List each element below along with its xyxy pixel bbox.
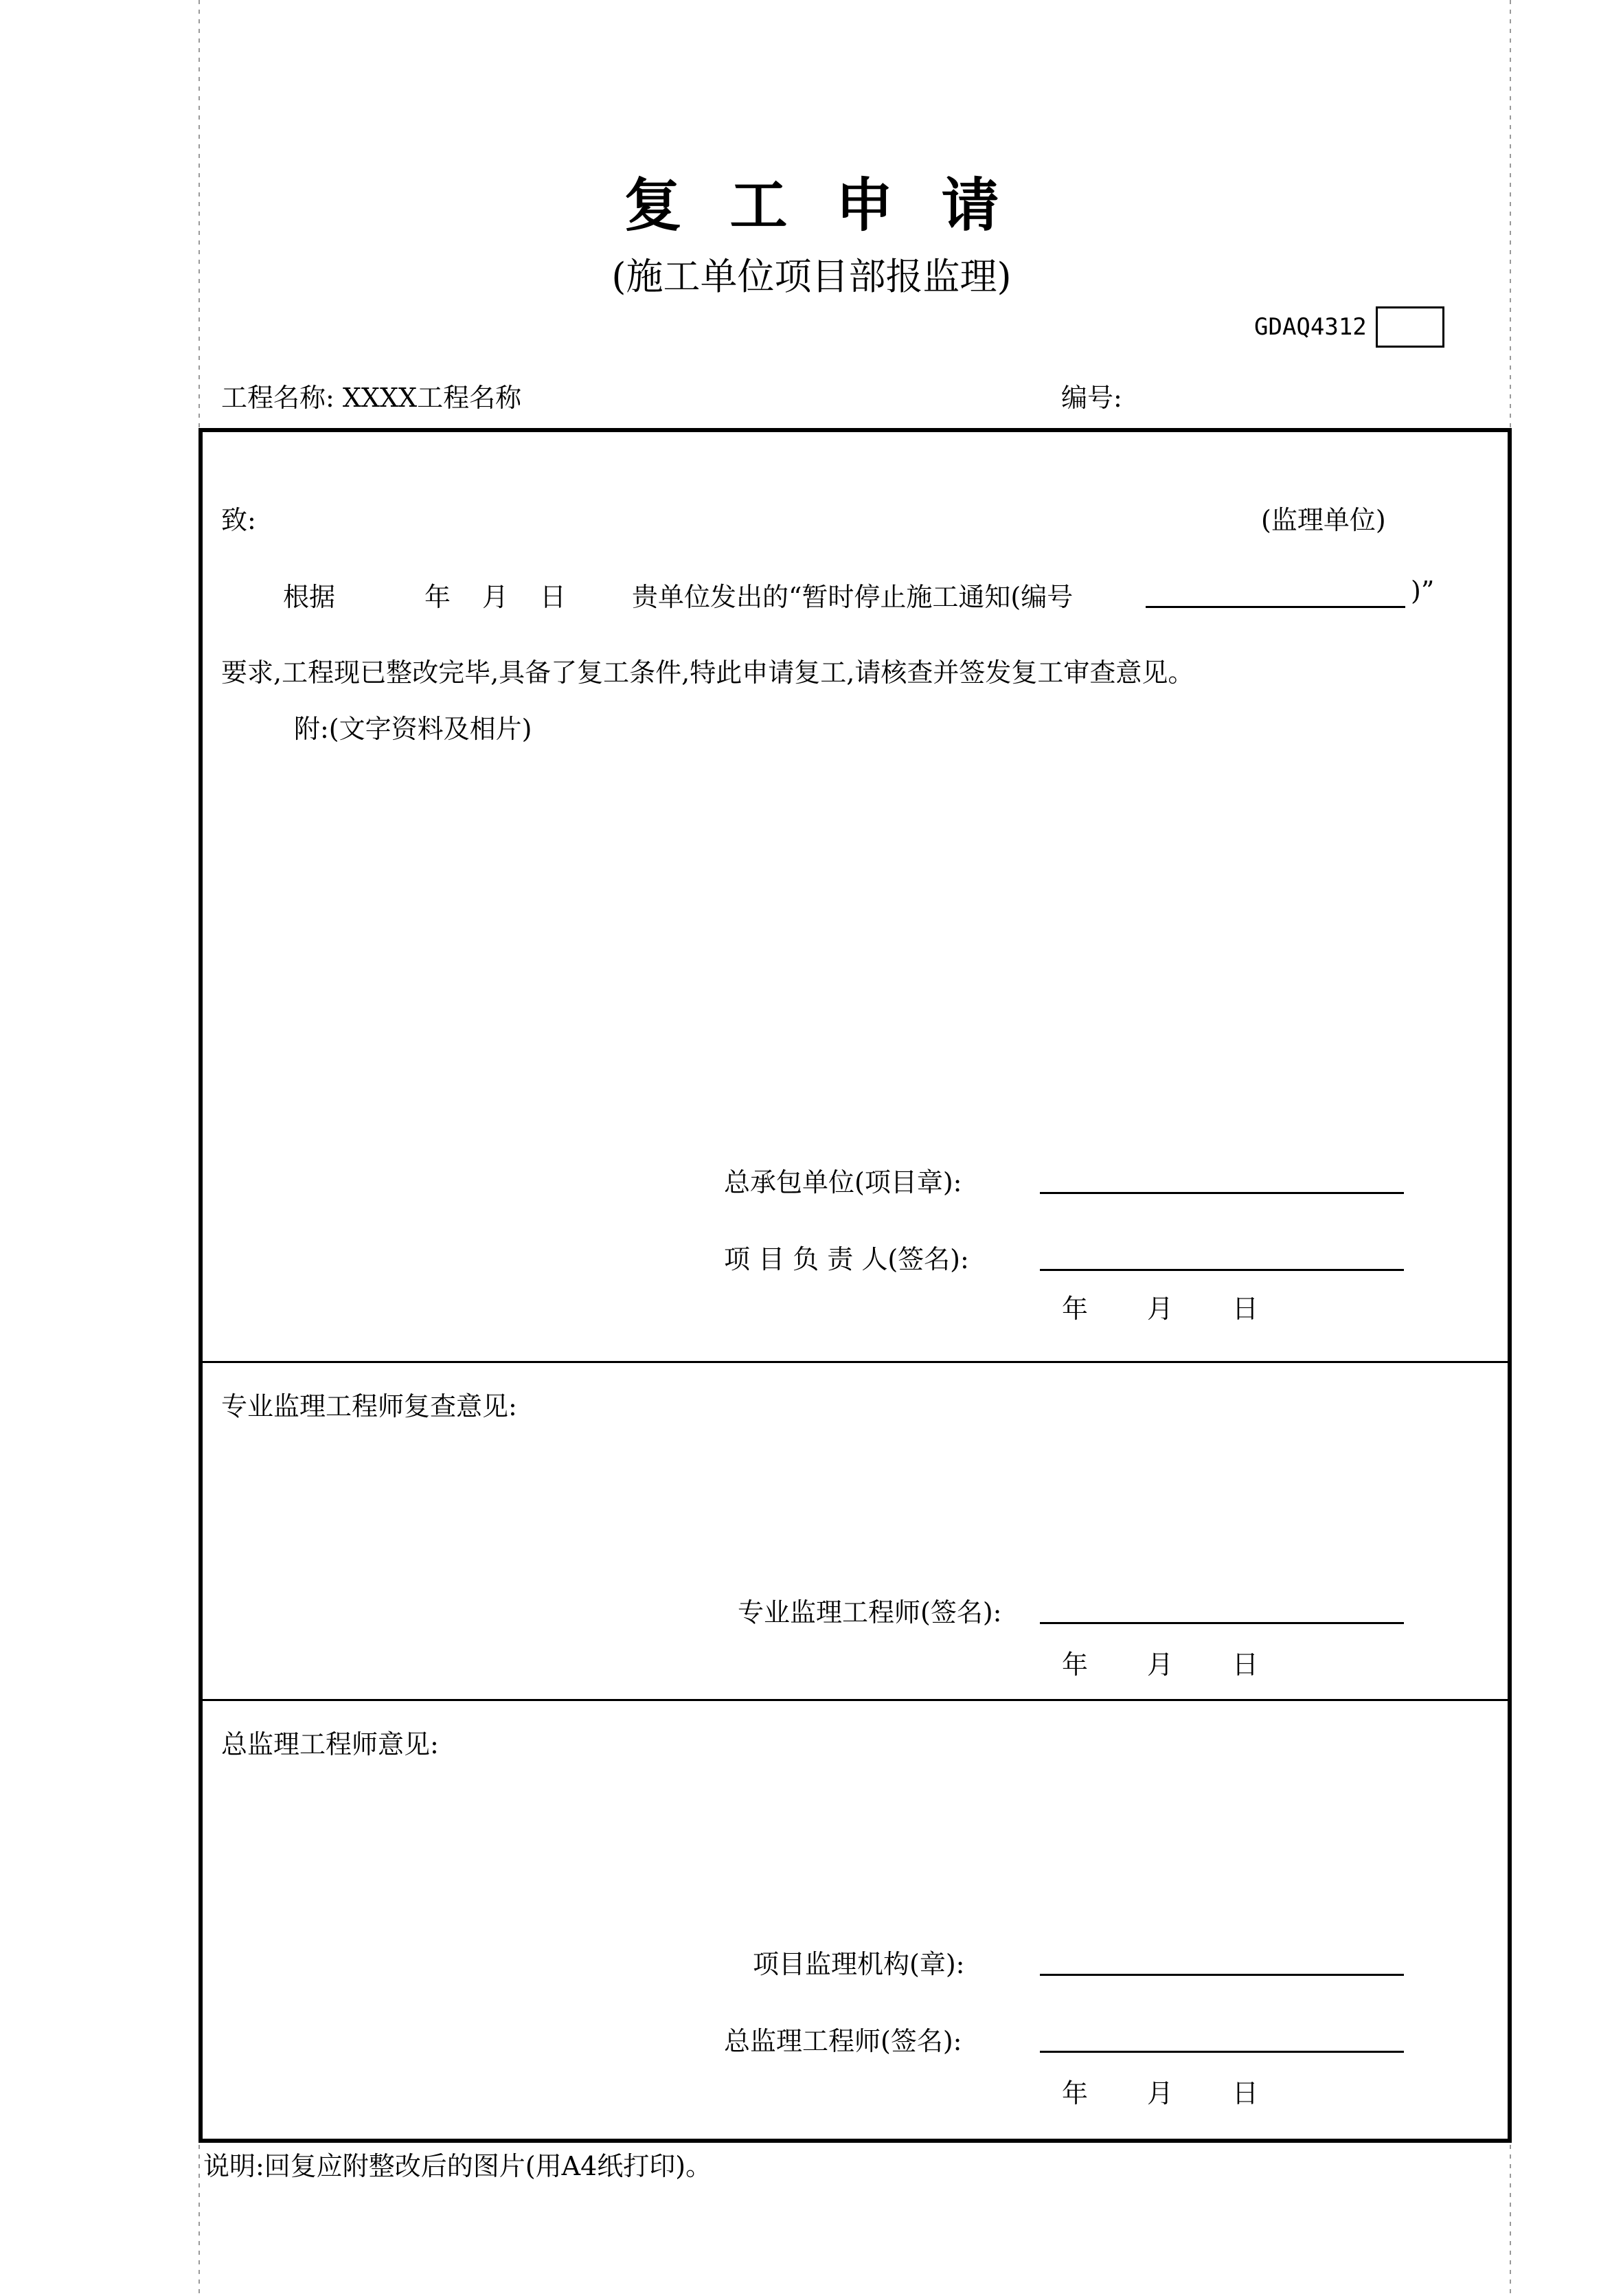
section-divider-1	[198, 1361, 1512, 1363]
date-day: 日	[1232, 1650, 1259, 1680]
specialist-heading: 专业监理工程师复查意见:	[221, 1391, 517, 1421]
section-divider-2	[198, 1699, 1512, 1701]
date-month: 月	[1147, 2078, 1174, 2108]
chief-signature-field[interactable]	[1040, 2051, 1404, 2053]
manager-signature-field[interactable]	[1040, 1269, 1404, 1271]
manager-label: 项 目 负 责 人(签名):	[724, 1244, 969, 1274]
contractor-label: 总承包单位(项目章):	[724, 1167, 962, 1197]
date-year: 年	[1062, 1650, 1089, 1680]
chief-signer-label: 总监理工程师(签名):	[724, 2026, 962, 2056]
notice-number-field[interactable]	[1146, 606, 1405, 608]
notice-month: 月	[482, 582, 509, 612]
date-day: 日	[1232, 2078, 1259, 2108]
basis-word: 根据	[283, 582, 336, 612]
page-subtitle: (施工单位项目部报监理)	[611, 255, 1012, 298]
notice-close: )”	[1411, 576, 1435, 606]
supervisor-unit-label: (监理单位)	[1261, 505, 1386, 535]
request-text: 要求,工程现已整改完毕,具备了复工条件,特此申请复工,请核查并签发复工审查意见。	[221, 657, 1194, 688]
specialist-signature-field[interactable]	[1040, 1622, 1404, 1624]
form-code: GDAQ4312	[1254, 313, 1367, 341]
chief-heading: 总监理工程师意见:	[221, 1729, 439, 1759]
date-month: 月	[1147, 1650, 1174, 1680]
date-day: 日	[1232, 1294, 1259, 1324]
supervision-org-label: 项目监理机构(章):	[753, 1949, 965, 1979]
number-label: 编号:	[1061, 383, 1122, 413]
specialist-signer-label: 专业监理工程师(签名):	[738, 1597, 1002, 1628]
form-code-box[interactable]	[1376, 306, 1444, 348]
attachment-label: 附:(文字资料及相片)	[294, 714, 532, 744]
notice-day: 日	[540, 582, 567, 612]
date-month: 月	[1147, 1294, 1174, 1324]
date-year: 年	[1062, 1294, 1089, 1324]
notice-text: 贵单位发出的“暂时停止施工通知(编号	[632, 582, 1074, 612]
notice-year: 年	[424, 582, 451, 612]
page-title: 复工申请	[624, 171, 1047, 239]
to-label: 致:	[221, 505, 256, 535]
date-year: 年	[1062, 2078, 1089, 2108]
footer-note: 说明:回复应附整改后的图片(用A4纸打印)。	[203, 2151, 712, 2181]
contractor-seal-field[interactable]	[1040, 1192, 1404, 1194]
supervision-org-seal-field[interactable]	[1040, 1974, 1404, 1976]
project-name-label: 工程名称: XXXX工程名称	[221, 383, 522, 413]
